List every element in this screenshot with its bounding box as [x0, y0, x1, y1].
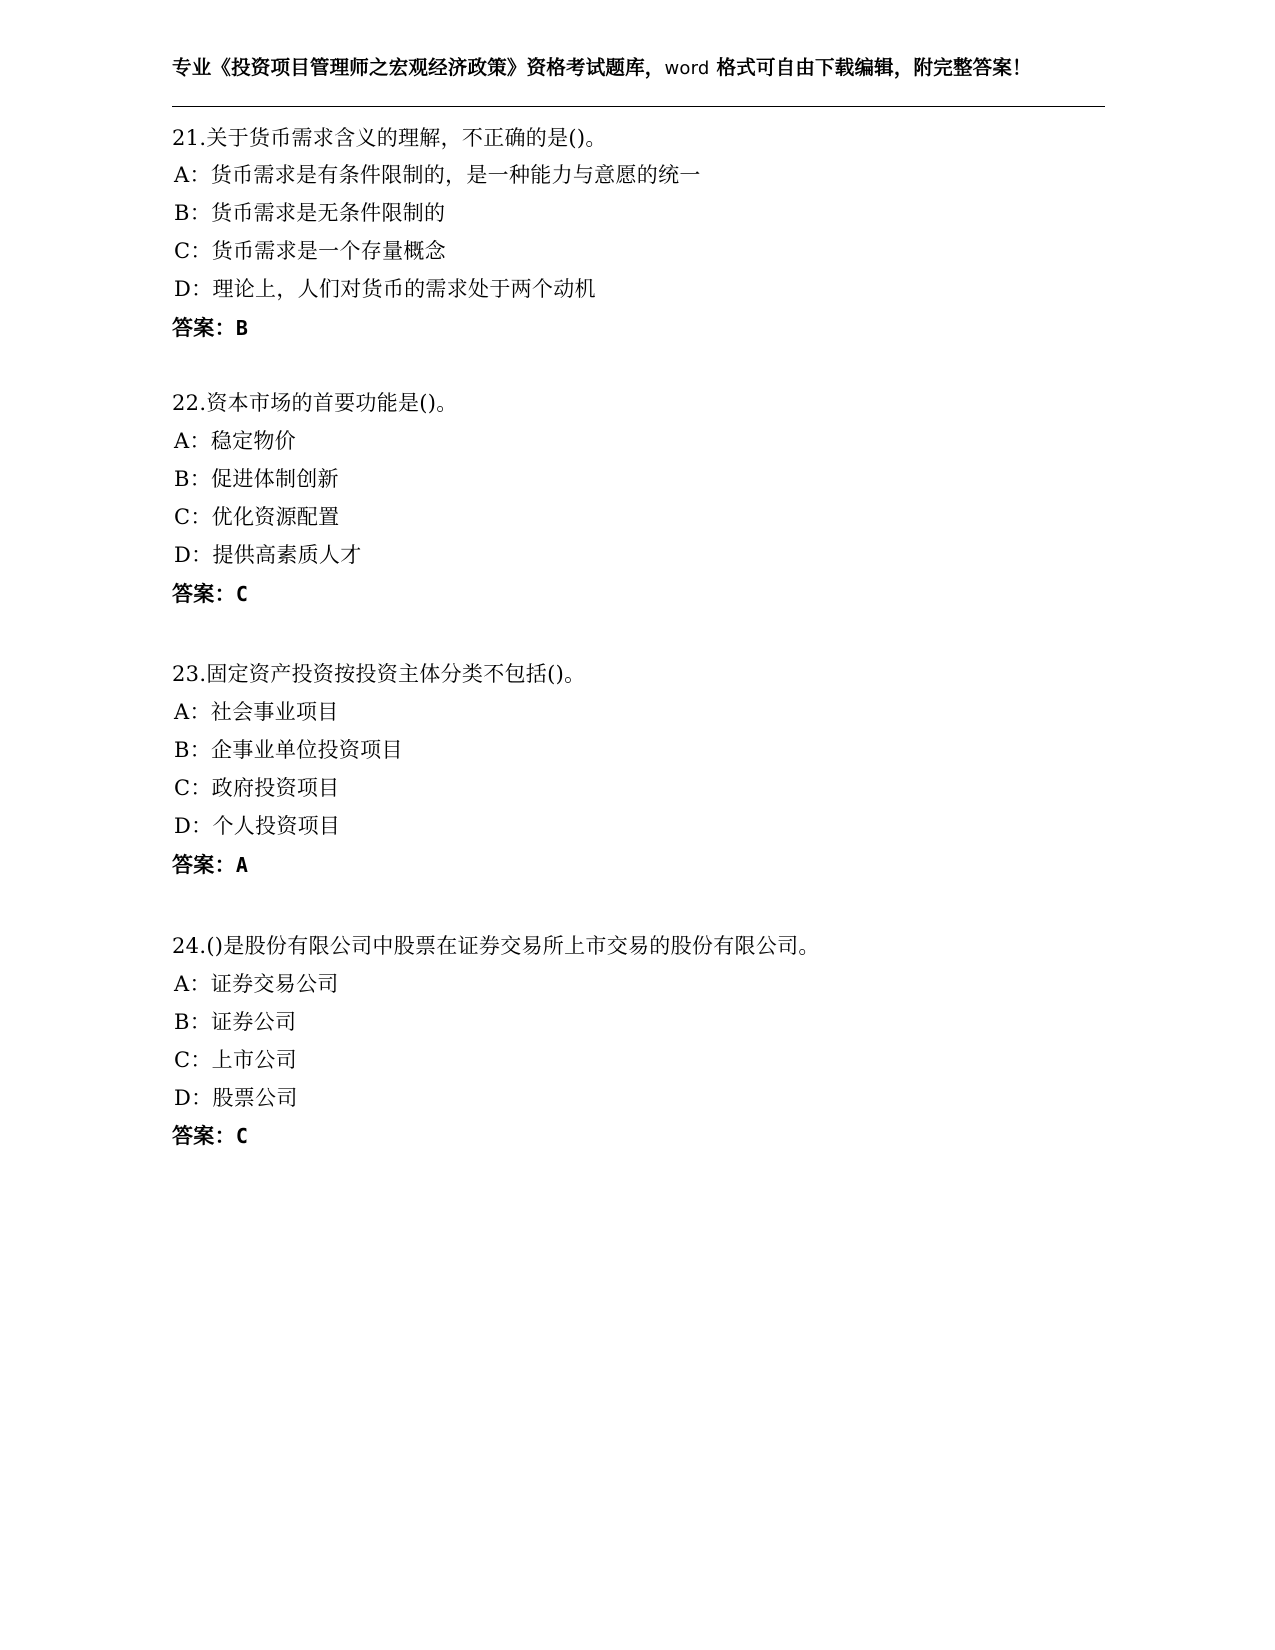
option-c-text: 政府投资项目: [211, 776, 340, 801]
option-c-label: C：: [174, 1047, 212, 1072]
question-title: [172, 931, 1105, 963]
option-a-text: 证券交易公司: [210, 971, 339, 996]
option-a: [172, 697, 1105, 729]
answer-value: C: [235, 1124, 249, 1149]
option-c-label: C：: [174, 239, 212, 264]
option-c-text: 货币需求是一个存量概念: [211, 239, 446, 264]
option-d-text: 理论上，人们对货币的需求处于两个动机: [212, 277, 596, 302]
option-b-label: B：: [174, 466, 212, 491]
question-title: [172, 659, 1105, 691]
questions-list: [172, 107, 1105, 1153]
option-d-label: D：: [174, 1085, 213, 1110]
option-c-text: 上市公司: [211, 1047, 297, 1072]
option-b: [172, 735, 1105, 767]
question-title: [172, 123, 1105, 155]
question-title: [172, 388, 1105, 420]
option-d-text: 股票公司: [212, 1085, 298, 1110]
option-d-label: D：: [174, 542, 213, 567]
option-b-text: 企事业单位投资项目: [211, 738, 403, 763]
option-d-label: D：: [174, 277, 213, 302]
option-b-label: B：: [174, 201, 212, 226]
answer-line: [172, 578, 1105, 610]
option-a-text: 社会事业项目: [210, 700, 339, 725]
answer-value: B: [235, 316, 249, 341]
question-text: 资本市场的首要功能是()。: [206, 391, 458, 416]
answer-label: 答案：: [172, 580, 236, 606]
question-block: [172, 659, 1105, 880]
answer-line: [172, 1120, 1105, 1152]
option-a: [172, 426, 1105, 458]
question-text: 关于货币需求含义的理解，不正确的是()。: [206, 125, 607, 150]
answer-value: C: [235, 581, 249, 606]
option-b-text: 货币需求是无条件限制的: [211, 201, 446, 226]
option-b-label: B：: [174, 738, 212, 763]
option-a: [172, 969, 1105, 1001]
option-c: [172, 236, 1105, 268]
header-text-latin: word: [664, 58, 710, 79]
answer-label: 答案：: [172, 315, 236, 341]
option-b-text: 证券公司: [211, 1009, 297, 1034]
option-d-label: D：: [174, 814, 213, 839]
answer-value: A: [235, 852, 249, 877]
question-number: 24.: [172, 933, 207, 958]
option-a-text: 货币需求是有条件限制的，是一种能力与意愿的统一: [210, 163, 701, 188]
option-a-label: A：: [174, 163, 211, 188]
answer-label: 答案：: [172, 851, 236, 877]
question-block: [172, 931, 1105, 1152]
option-a-label: A：: [174, 428, 211, 453]
answer-line: [172, 849, 1105, 881]
question-block: [172, 123, 1105, 344]
answer-label: 答案：: [172, 1123, 236, 1149]
question-number: 21.: [172, 125, 207, 150]
option-d: [172, 274, 1105, 306]
option-a: [172, 160, 1105, 192]
question-number: 23.: [172, 662, 207, 687]
question-text: 固定资产投资按投资主体分类不包括()。: [206, 662, 586, 687]
option-b: [172, 198, 1105, 230]
option-c: [172, 502, 1105, 534]
option-a-label: A：: [174, 700, 211, 725]
option-a-text: 稳定物价: [210, 428, 296, 453]
option-b-label: B：: [174, 1009, 212, 1034]
option-b: [172, 464, 1105, 496]
question-number: 22.: [172, 391, 207, 416]
option-c-label: C：: [174, 504, 212, 529]
page-header: [172, 52, 1105, 84]
question-text: ()是股份有限公司中股票在证券交易所上市交易的股份有限公司。: [206, 933, 820, 958]
question-block: [172, 388, 1105, 609]
option-b-text: 促进体制创新: [211, 466, 339, 491]
answer-line: [172, 312, 1105, 344]
option-d: [172, 1083, 1105, 1115]
option-c-label: C：: [174, 776, 212, 801]
header-text-part1: 专业《投资项目管理师之宏观经济政策》资格考试题库，: [172, 56, 665, 79]
option-d-text: 个人投资项目: [212, 814, 341, 839]
option-d: [172, 811, 1105, 843]
option-b: [172, 1007, 1105, 1039]
option-c-text: 优化资源配置: [211, 504, 340, 529]
option-c: [172, 773, 1105, 805]
option-c: [172, 1045, 1105, 1077]
option-a-label: A：: [174, 971, 211, 996]
option-d: [172, 540, 1105, 572]
option-d-text: 提供高素质人才: [212, 542, 362, 567]
header-text-part2: 格式可自由下载编辑，附完整答案！: [709, 56, 1032, 79]
